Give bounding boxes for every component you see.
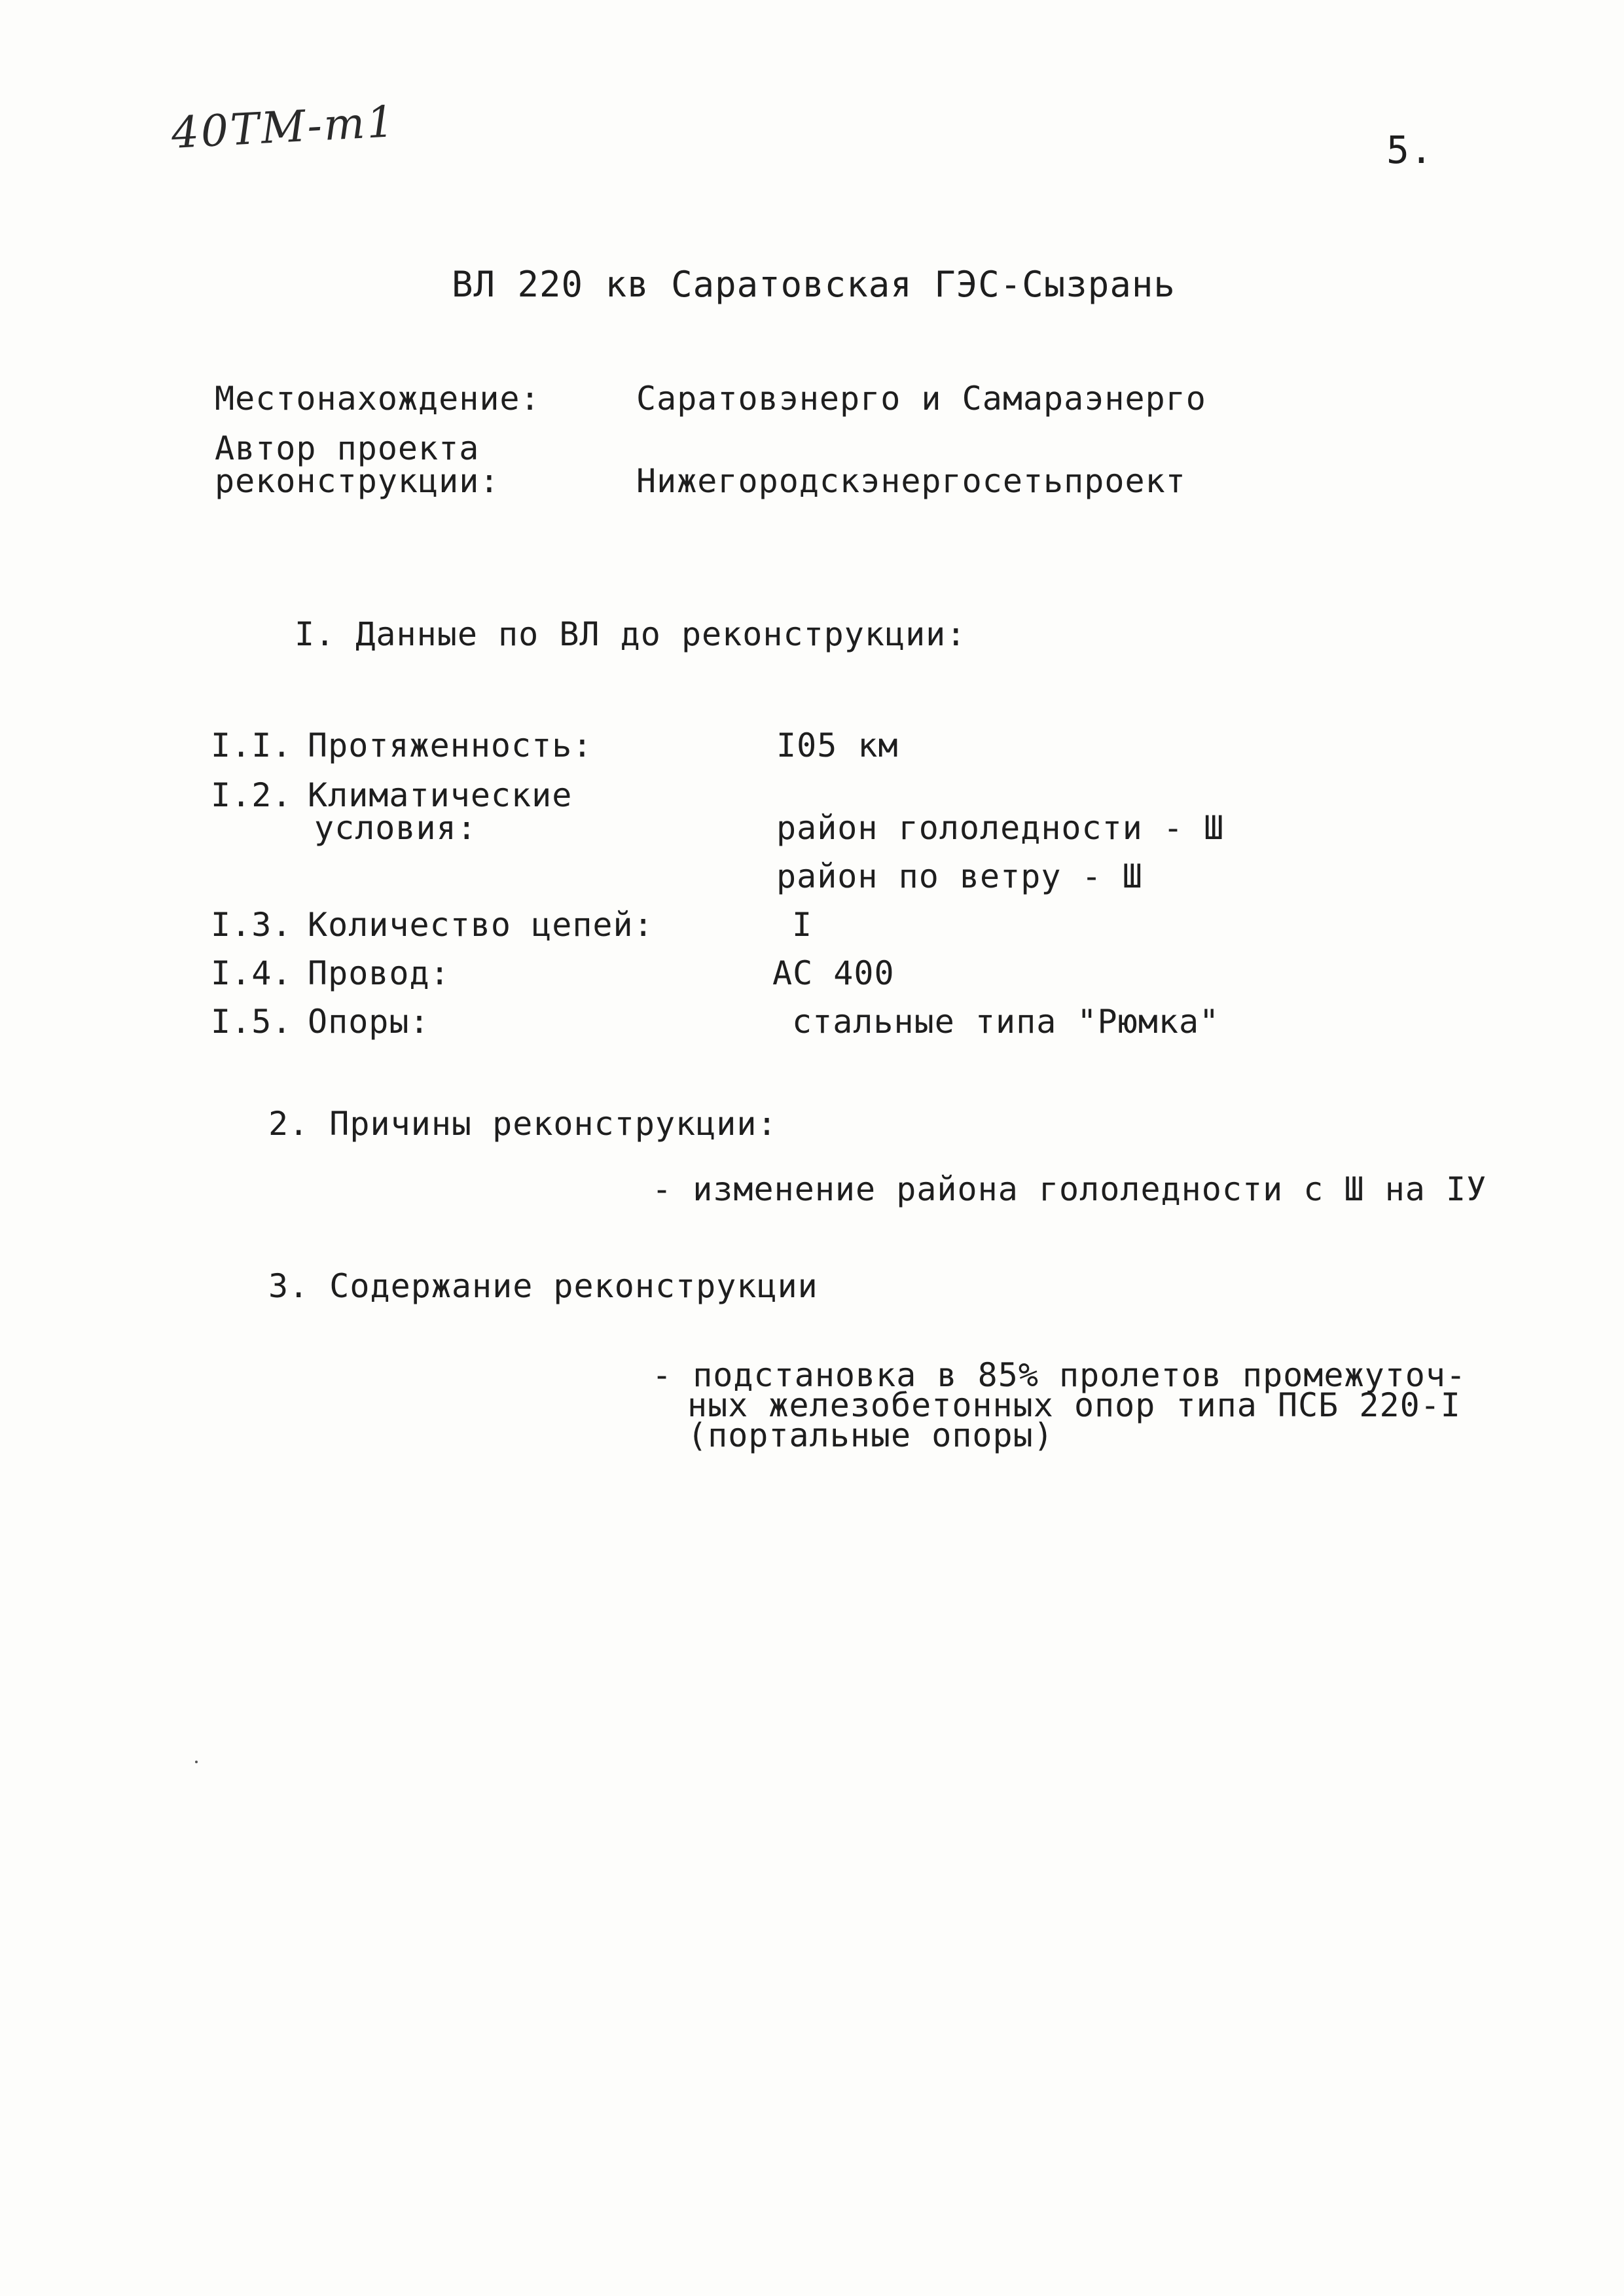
section2-heading: 2. Причины реконструкции:	[268, 1105, 778, 1143]
item-1-2-label-line2: условия:	[314, 809, 477, 847]
item-1-2-number: I.2.	[211, 776, 293, 814]
author-label-line1: Автор проекта	[215, 429, 480, 467]
section1-heading: I. Данные по ВЛ до реконструкции:	[295, 615, 967, 653]
scan-speck	[195, 1761, 198, 1763]
item-1-5-label: Опоры:	[308, 1003, 430, 1041]
section2-item: - изменение района гололедности с Ш на IУ	[652, 1170, 1487, 1208]
item-1-2-value: район гололедности - Ш	[776, 809, 1225, 847]
item-1-1-label: Протяженность:	[308, 726, 593, 764]
item-1-2-value2: район по ветру - Ш	[776, 857, 1143, 895]
item-1-4-value: АС 400	[772, 954, 895, 992]
item-1-1-number: I.I.	[211, 726, 293, 764]
item-1-4-label: Провод:	[308, 954, 450, 992]
item-1-2-label: Климатические	[308, 776, 573, 814]
item-1-4-number: I.4.	[211, 954, 293, 992]
location-value: Саратовэнерго и Самараэнерго	[636, 380, 1206, 418]
item-1-5-value: стальные типа "Рюмка"	[792, 1003, 1220, 1041]
item-1-1-value: I05 км	[776, 726, 899, 764]
section3-item-line3: (портальные опоры)	[687, 1416, 1054, 1454]
location-label: Местонахождение:	[215, 380, 541, 418]
item-1-3-number: I.3.	[211, 906, 293, 944]
handwritten-code: 40ТМ-т1	[170, 96, 398, 158]
section3-item-line1: - подстановка в 85% пролетов промежуточ-	[652, 1356, 1467, 1394]
page-number: 5.	[1386, 128, 1434, 172]
item-1-3-label: Количество цепей:	[308, 906, 654, 944]
author-value: Нижегородскэнергосетьпроект	[636, 462, 1186, 500]
item-1-3-value: I	[792, 906, 813, 944]
section3-item-line2: ных железобетонных опор типа ПСБ 220-I	[687, 1386, 1461, 1424]
author-label-line2: реконструкции:	[215, 462, 500, 500]
item-1-5-number: I.5.	[211, 1003, 293, 1041]
section3-heading: 3. Содержание реконструкции	[268, 1267, 818, 1305]
document-title: ВЛ 220 кв Саратовская ГЭС-Сызрань	[452, 264, 1176, 305]
